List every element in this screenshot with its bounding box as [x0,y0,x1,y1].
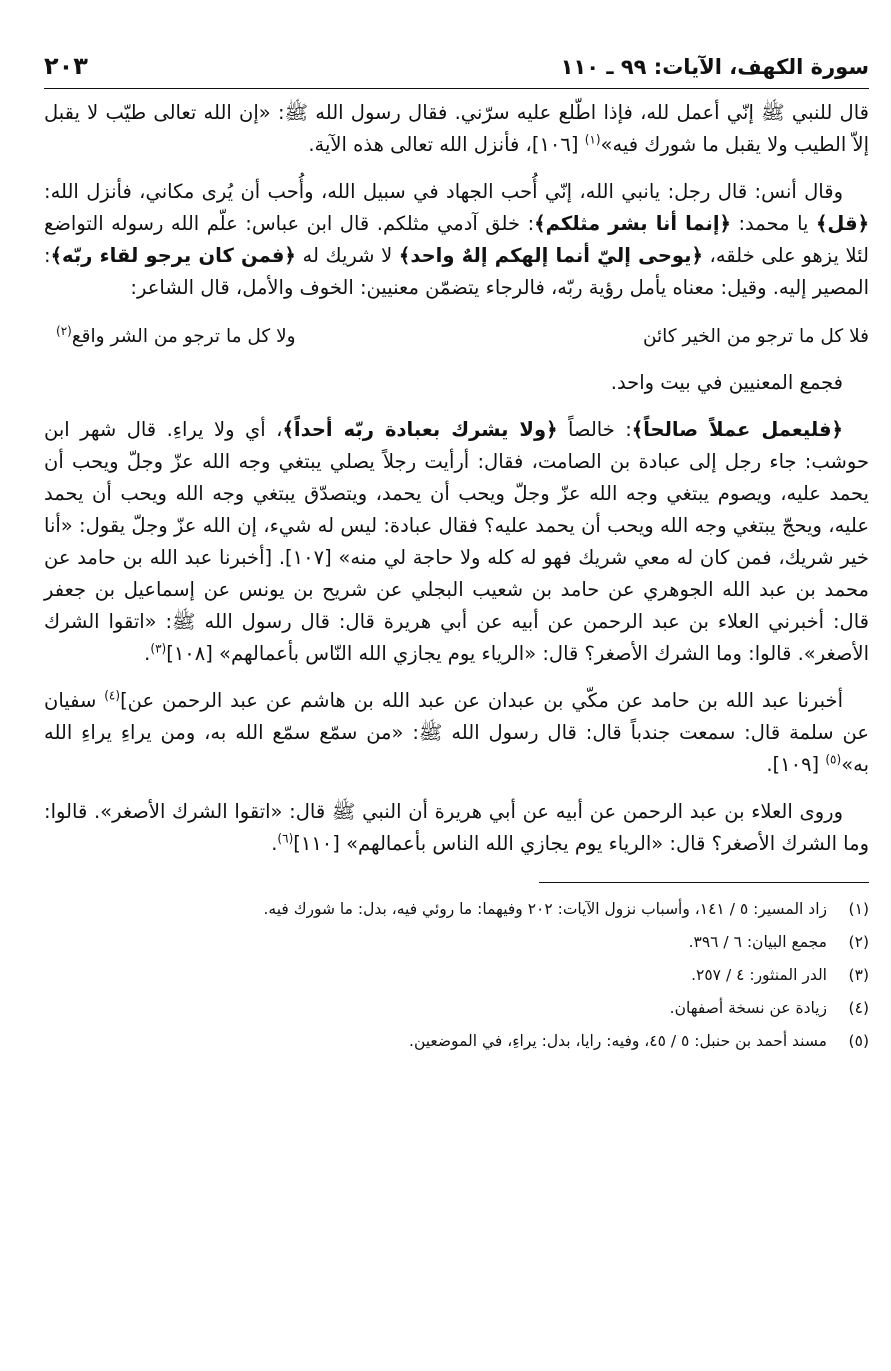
footnote-text: زيادة عن نسخة أصفهان. [669,999,827,1017]
footnote-number: (٢) [848,933,869,951]
text-run: أخبرنا عبد الله بن حامد عن مكّي بن عبدان عن عبد الله بن هاشم عن عبد الرحمن عن] [120,689,843,712]
quran-quote: ﴿يوحى إليّ أنما إلهكم إلهٌ واحد﴾ [398,244,703,267]
text-run: وقال أنس: قال رجل: يانبي الله، إنّي أُحب الجهاد في سبيل الله، وأُحب أن يُرى مكاني، فأنزل الله: [44,180,843,203]
text-run: : خالصاً [557,418,632,441]
poem-hemistich-2-text: ولا كل ما ترجو من الشر واقع [71,326,296,347]
poem-hemistich-2 [56,319,296,355]
footnote-marker: (٥) [825,752,842,767]
footnote-text: مسند أحمد بن حنبل: ٥ / ٤٥، وفيه: رايا، بدل: يراءِ، في الموضعين. [409,1032,827,1050]
quran-quote: ﴿إنما أنا بشر مثلكم﴾ [534,212,731,235]
page-number: ٢٠٣ [44,52,88,80]
footnote-text: الدر المنثور: ٤ / ٢٥٧. [691,966,827,984]
footnote-text: زاد المسير: ٥ / ١٤١، وأسباب نزول الآيات: ٢٠٢ وفيهما: ما روئي فيه، بدل: ما شورك فيه. [263,900,827,918]
footnote-marker: (٦) [277,831,294,846]
text-run: : خلق آدمي مثلكم. قال ابن عباس: علّم الله رسوله التواضع لئلا يزهو على خلقه، [44,212,869,267]
paragraphs-after-poem [44,367,869,860]
text-run: : المصير إليه. وقيل: معناه يأمل رؤية ربّه، فالرجاء يتضمّن معنيين: الخوف والأمل، قال الشاعر: [44,244,869,299]
poem-verse [44,319,869,355]
text-run: [١٠٦]، فأنزل الله تعالى هذه الآية. [308,133,585,156]
paragraph [44,414,869,670]
quran-quote: ﴿فمن كان يرجو لقاء ربّه﴾ [50,244,296,267]
poem-footnote-marker: (٢) [56,323,72,338]
footnote-number: (١) [848,900,869,918]
footnote-marker: (٤) [104,688,121,703]
footnote-item [44,1025,869,1058]
footnote-item [44,893,869,926]
quran-quote: ﴿ولا يشرك بعبادة ربّه أحداً﴾ [282,418,558,441]
text-run: ، أي ولا يراءِ. قال شهر ابن حوشب: جاء رجل إلى عبادة بن الصامت، فقال: أرأيت رجلاً يصلي يبتغي وجه الله عزّ وجلّ ويحب أن يحمد عليه، ويصوم يبتغي وجه الله عزّ وجلّ ويحب أن يحمد، ويتصدّق يبتغي وجه الله ويحب أن يحمد عليه، ويحجّ يبتغي وجه الله ويحب أن يحمد عليه؟ فقال عبادة: ليس له شيء، إن الله عزّ وجلّ يقول: «أنا خير شريك، فمن كان له معي شريك فهو له كله ولا حاجة لي منه» [١٠٧]. [أخبرنا عبد الله بن حامد عن محمد بن عبد الله الجوهري عن حامد بن شعيب البجلي عن شريح بن يونس عن إسماعيل بن جعفر قال: أخبرني العلاء بن عبد الرحمن عن أبيه عن أبي هريرة قال: قال رسول الله ﷺ: «اتقوا الشرك الأصغر». قالوا: وما الشرك الأصغر؟ قال: «الرياء يوم يجازي الله النّاس بأعمالهم» [١٠٨] [44,418,869,665]
surah-title: سورة الكهف، الآيات: ٩٩ ـ ١١٠ [560,55,869,79]
text-run: سفيان عن سلمة قال: سمعت جندباً قال: قال رسول الله ﷺ: «من سمّع سمّع الله به، ومن يراءِ يراءِ الله به» [44,689,869,776]
text-run: . [144,642,151,665]
paragraph [44,796,869,860]
quran-quote: ﴿فليعمل عملاً صالحاً﴾ [631,418,843,441]
footnote-number: (٣) [848,966,869,984]
text-run: . [271,832,278,855]
footnote-marker: (٣) [150,641,167,656]
paragraph [44,367,869,399]
footnote-number: (٥) [848,1032,869,1050]
header-rule [44,88,869,89]
text-run: وروى العلاء بن عبد الرحمن عن أبيه عن أبي هريرة أن النبي ﷺ قال: «اتقوا الشرك الأصغر». قالوا: وما الشرك الأصغر؟ قال: «الرياء يوم يجازي الله الناس بأعمالهم» [١١٠] [44,800,869,855]
paragraph [44,176,869,304]
paragraphs-before-poem [44,97,869,304]
text-run: يا محمد: [730,212,816,235]
main-text [44,97,869,860]
footnote-rule [539,882,869,883]
poem-hemistich-1: فلا كل ما ترجو من الخير كائن [642,326,869,347]
footnote-text: مجمع البيان: ٦ / ٣٩٦. [688,933,827,951]
footnote-item [44,926,869,959]
footnotes [44,893,869,1058]
paragraph [44,97,869,161]
footnote-number: (٤) [848,999,869,1017]
paragraph [44,685,869,781]
running-header [44,52,869,82]
footnote-marker: (١) [584,132,601,147]
text-run: لا شريك له [295,244,399,267]
footnote-item [44,992,869,1025]
footnote-item [44,959,869,992]
text-run: فجمع المعنيين في بيت واحد. [610,371,843,394]
quran-quote: ﴿قل﴾ [815,212,870,235]
text-run: قال للنبي ﷺ إنّي أعمل لله، فإذا اطّلع عليه سرّني. فقال رسول الله ﷺ: «إن الله تعالى طيّب لا يقبل إلاّ الطيب ولا يقبل ما شورك فيه» [44,101,869,156]
text-run: [١٠٩]. [766,753,826,776]
